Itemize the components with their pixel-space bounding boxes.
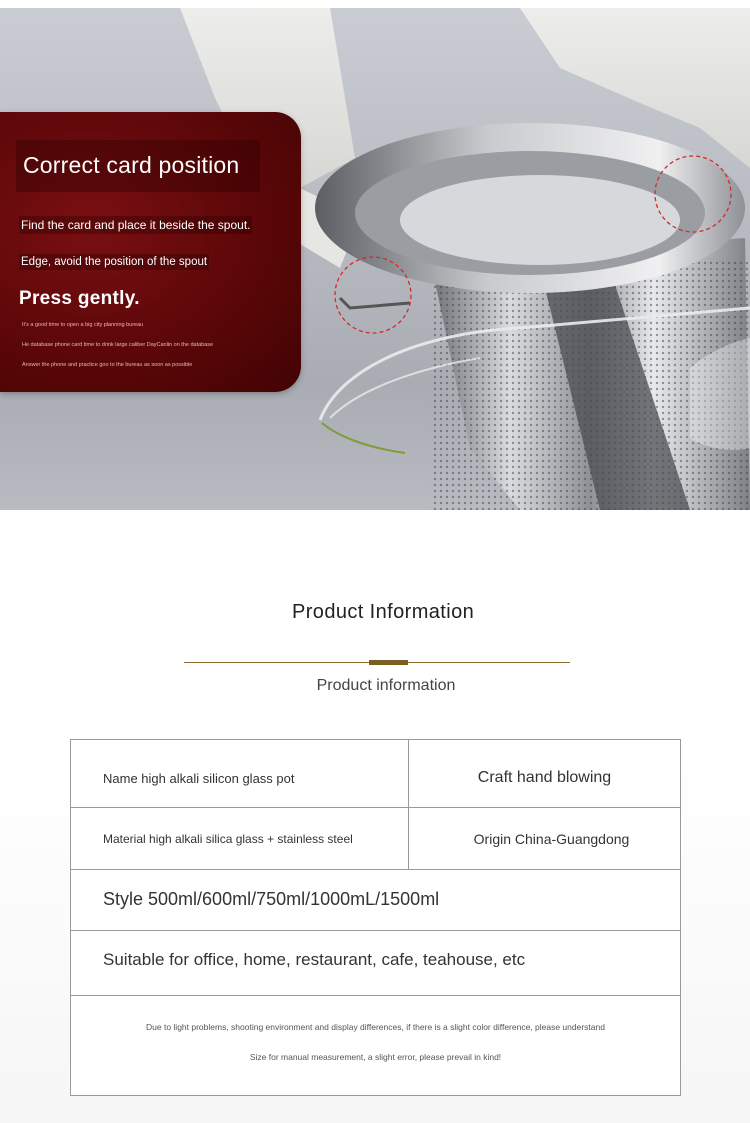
- spec-material: Material high alkali silica glass + stainless steel: [103, 832, 353, 846]
- step-press-gently: Press gently.: [19, 288, 140, 309]
- disclaimer-note: Size for manual measurement, a slight error, please prevail in kind!: [249, 1052, 502, 1062]
- spec-style: Style 500ml/600ml/750ml/1000mL/1500ml: [103, 889, 440, 909]
- row-divider: [71, 807, 680, 808]
- spec-origin: Origin China-Guangdong: [473, 831, 630, 847]
- spec-table: [70, 739, 681, 1096]
- section-subtitle: Product information: [316, 677, 456, 694]
- row-divider: [71, 869, 680, 870]
- section-title: Product Information: [292, 601, 475, 623]
- row-divider: [71, 995, 680, 996]
- step-find-card: Find the card and place it beside the spout.: [21, 218, 251, 232]
- spec-name: Name high alkali silicon glass pot: [103, 771, 295, 786]
- fine-print-line: It's a good time to open a big city planning bureau: [22, 322, 144, 328]
- card-title: Correct card position: [23, 152, 240, 178]
- step-avoid-spout: Edge, avoid the position of the spout: [21, 256, 208, 268]
- card-position-panel: [0, 112, 301, 392]
- spec-suitable: Suitable for office, home, restaurant, cafe, teahouse, etc: [103, 950, 526, 969]
- hero-photo: [0, 8, 750, 510]
- fine-print-line: He database phone card time to drink large caliber DayCanlin on the database: [22, 342, 214, 348]
- column-divider: [408, 740, 409, 869]
- fine-print-line: Answer the phone and practice goo to the bureau as soon as possible: [22, 362, 193, 368]
- spec-craft: Craft hand blowing: [477, 769, 612, 786]
- disclaimer-note: Due to light problems, shooting environment and display differences, if there is a slight color difference, please understand: [146, 1022, 605, 1032]
- row-divider: [71, 930, 680, 931]
- title-divider-accent: [369, 660, 408, 665]
